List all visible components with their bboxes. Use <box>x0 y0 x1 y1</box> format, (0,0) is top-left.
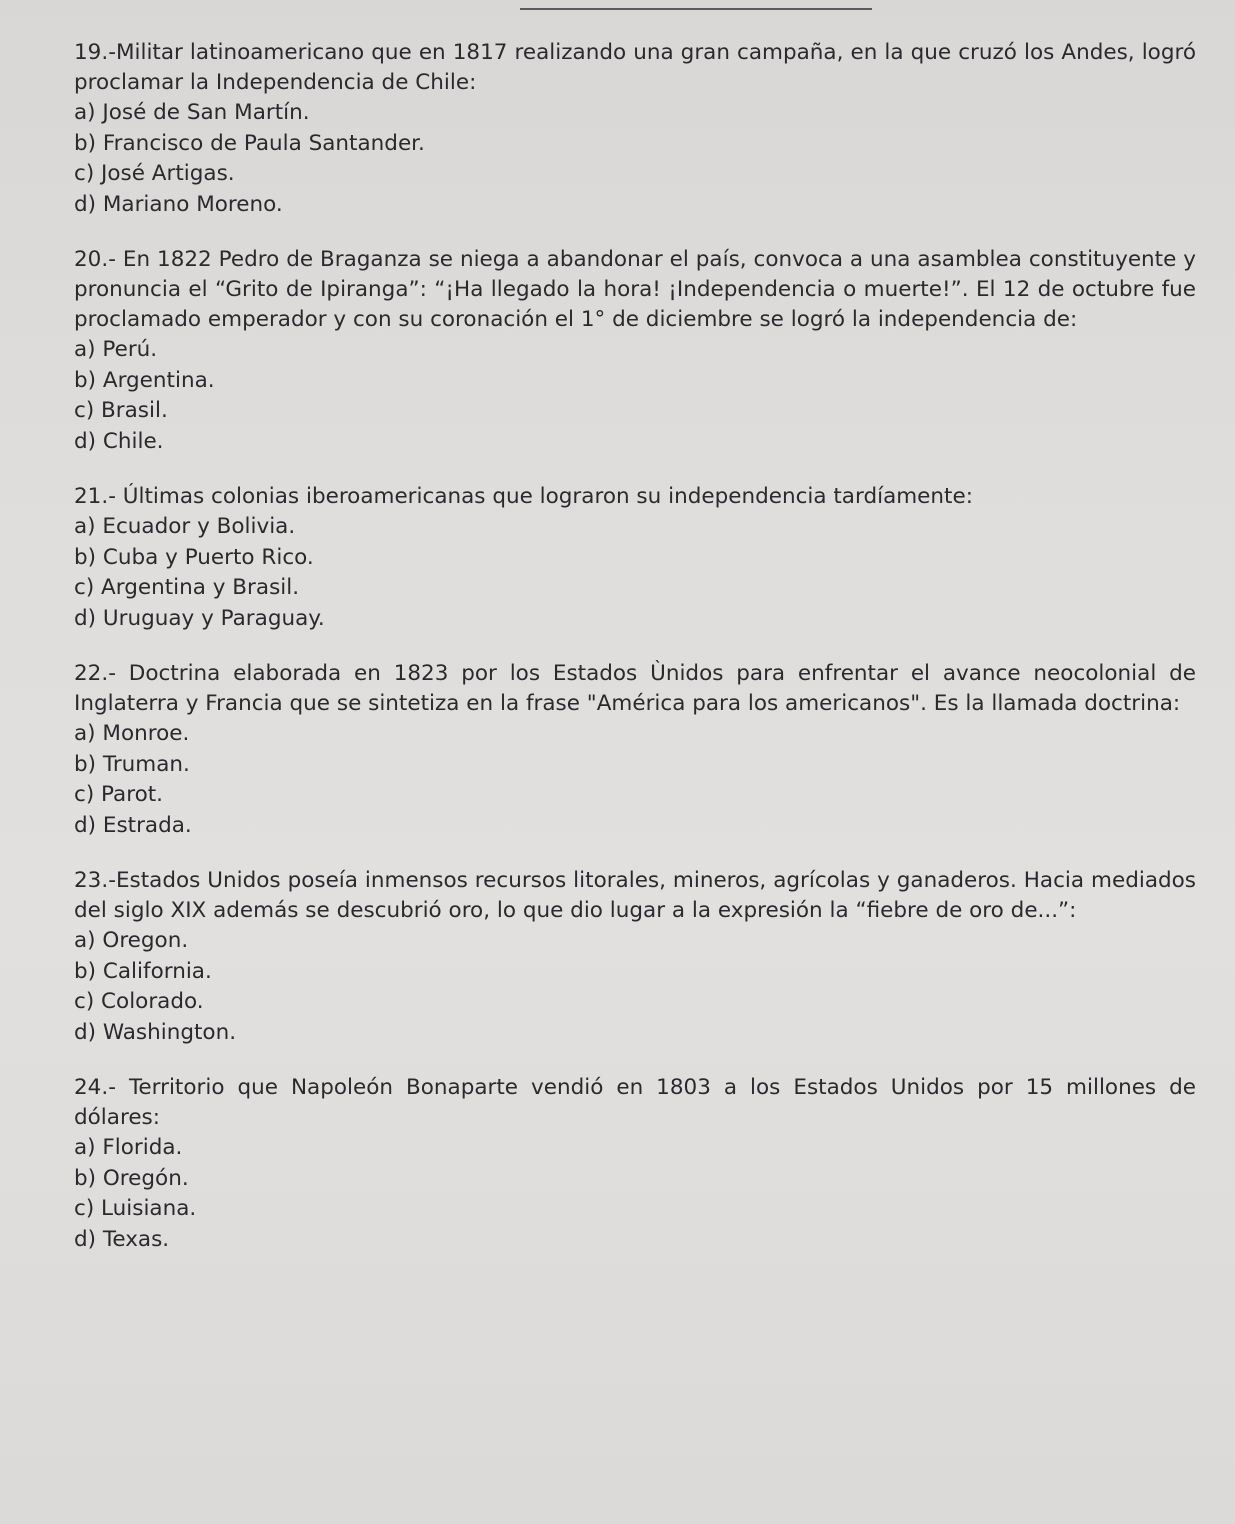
option-a: a) Ecuador y Bolivia. <box>74 514 296 539</box>
option-list <box>74 335 1196 457</box>
option-d: d) Chile. <box>74 428 164 454</box>
question-stem: 24.- Territorio que Napoleón Bonaparte vendió en 1803 a los Estados Unidos por 15 millones de dólares: <box>74 1075 1196 1130</box>
option-c: c) Luisiana. <box>74 1196 197 1221</box>
option-b: b) Cuba y Puerto Rico. <box>74 544 314 570</box>
option-d: d) Estrada. <box>74 812 192 838</box>
question-24 <box>74 1073 1196 1255</box>
option-a: a) Perú. <box>74 337 158 362</box>
option-c: c) Parot. <box>74 782 164 807</box>
question-22 <box>74 659 1196 841</box>
option-a: a) Monroe. <box>74 721 190 746</box>
option-d: d) Washington. <box>74 1019 237 1045</box>
option-list <box>74 719 1196 841</box>
option-d: d) Texas. <box>74 1226 170 1252</box>
question-20 <box>74 245 1196 457</box>
question-stem: 23.-Estados Unidos poseía inmensos recursos litorales, mineros, agrícolas y ganaderos. Hacia mediados del siglo XIX además se descubrió oro, lo que dio lugar a la expresión la “fiebre de oro de...”: <box>74 868 1196 923</box>
option-b: b) Francisco de Paula Santander. <box>74 130 425 156</box>
question-23 <box>74 866 1196 1048</box>
option-b: b) Truman. <box>74 751 190 777</box>
option-a: a) Oregon. <box>74 928 189 953</box>
option-list <box>74 1133 1196 1255</box>
question-stem: 19.-Militar latinoamericano que en 1817 realizando una gran campaña, en la que cruzó los Andes, logró proclamar la Independencia de Chile: <box>74 40 1196 95</box>
option-a: a) José de San Martín. <box>74 100 310 125</box>
option-list <box>74 98 1196 220</box>
option-b: b) California. <box>74 958 212 984</box>
question-19 <box>74 38 1196 220</box>
question-21 <box>74 482 1196 634</box>
question-stem: 22.- Doctrina elaborada en 1823 por los Estados Ùnidos para enfrentar el avance neocolonial de Inglaterra y Francia que se sintetiza en la frase "América para los americanos". Es la llamada doctrina: <box>74 661 1196 716</box>
option-a: a) Florida. <box>74 1135 183 1160</box>
exam-page <box>74 38 1196 1280</box>
option-list <box>74 926 1196 1048</box>
top-underline <box>520 8 872 10</box>
option-list <box>74 512 1196 634</box>
option-d: d) Uruguay y Paraguay. <box>74 605 325 631</box>
option-c: c) Colorado. <box>74 989 204 1014</box>
question-stem: 20.- En 1822 Pedro de Braganza se niega a abandonar el país, convoca a una asamblea constituyente y pronuncia el “Grito de Ipiranga”: “¡Ha llegado la hora! ¡Independencia o muerte!”. El 12 de octubre fue proclamado emperador y con su coronación el 1° de diciembre se logró la independencia de: <box>74 247 1196 332</box>
option-c: c) Brasil. <box>74 398 168 423</box>
option-b: b) Oregón. <box>74 1165 189 1191</box>
option-d: d) Mariano Moreno. <box>74 191 283 217</box>
option-c: c) José Artigas. <box>74 161 235 186</box>
option-c: c) Argentina y Brasil. <box>74 575 300 600</box>
option-b: b) Argentina. <box>74 367 215 393</box>
question-stem: 21.- Últimas colonias iberoamericanas que lograron su independencia tardíamente: <box>74 484 973 509</box>
